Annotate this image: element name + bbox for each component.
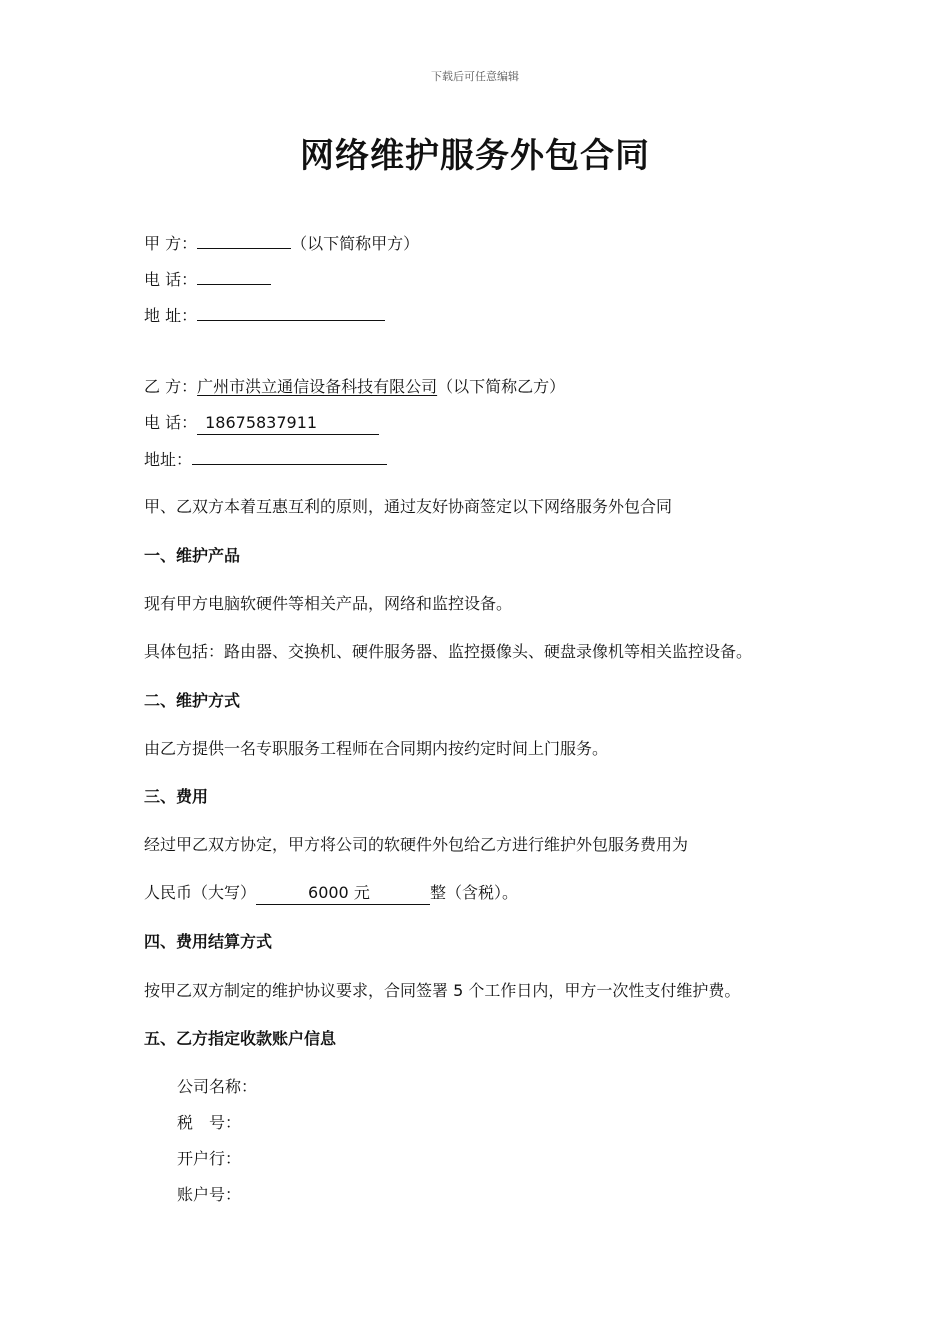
party-b-address-label: 地址：: [144, 450, 193, 469]
page-title: 网络维护服务外包合同: [300, 136, 650, 176]
section-2-paragraph-1: 由乙方提供一名专职服务工程师在合同期内按约定时间上门服务。: [144, 739, 609, 758]
account-number-label: 账户号：: [177, 1185, 242, 1204]
party-b-company: 广州市洪立通信设备科技有限公司: [197, 377, 438, 396]
account-tax-label: 税 号：: [177, 1113, 242, 1132]
section-4-paragraph-1: 按甲乙双方制定的维护协议要求，合同签署 5 个工作日内，甲方一次性支付维护费。: [144, 981, 741, 1000]
party-a-name-row: [144, 232, 419, 255]
section-3-paragraph-1: 经过甲乙双方协定，甲方将公司的软硬件外包给乙方进行维护外包服务费用为: [144, 835, 689, 854]
section-2-heading: 二、维护方式: [144, 691, 241, 710]
party-b-name-suffix: （以下简称乙方）: [437, 377, 566, 396]
download-note: 下载后可任意编辑: [431, 70, 519, 83]
party-a-phone-blank: [197, 268, 271, 285]
party-a-address-blank: [197, 304, 385, 321]
party-b-address-row: [144, 448, 387, 471]
section-4-heading: 四、费用结算方式: [144, 932, 273, 951]
party-a-name-blank: [197, 232, 291, 249]
party-b-name-label: 乙 方：: [144, 377, 198, 396]
section-1-paragraph-2: 具体包括：路由器、交换机、硬件服务器、监控摄像头、硬盘录像机等相关监控设备。: [144, 642, 753, 661]
party-b-phone-row: [144, 412, 379, 435]
section-1-paragraph-1: 现有甲方电脑软硬件等相关产品，网络和监控设备。: [144, 594, 513, 613]
account-bank-label: 开户行：: [177, 1149, 242, 1168]
party-a-address-label: 地 址：: [144, 306, 198, 325]
party-a-phone-label: 电 话：: [144, 270, 198, 289]
party-b-address-blank: [192, 448, 387, 465]
section-5-heading: 五、乙方指定收款账户信息: [144, 1029, 337, 1048]
section-3-amount-row: [144, 882, 518, 905]
rmb-suffix: 整（含税）。: [430, 883, 519, 902]
intro-paragraph: 甲、乙双方本着互惠互利的原则，通过友好协商签定以下网络服务外包合同: [144, 497, 673, 516]
party-a-phone-row: [144, 268, 271, 291]
party-a-address-row: [144, 304, 385, 327]
amount-value: 6000 元: [256, 882, 430, 905]
party-a-name-label: 甲 方：: [144, 234, 198, 253]
account-company-label: 公司名称：: [177, 1077, 258, 1096]
section-3-heading: 三、费用: [144, 787, 209, 806]
party-a-name-suffix: （以下简称甲方）: [291, 234, 420, 253]
party-b-phone-label: 电 话：: [144, 413, 198, 432]
party-b-name-row: [144, 376, 565, 398]
rmb-prefix: 人民币（大写）: [144, 883, 257, 902]
party-b-phone: 18675837911: [197, 412, 379, 435]
section-1-heading: 一、维护产品: [144, 546, 241, 565]
